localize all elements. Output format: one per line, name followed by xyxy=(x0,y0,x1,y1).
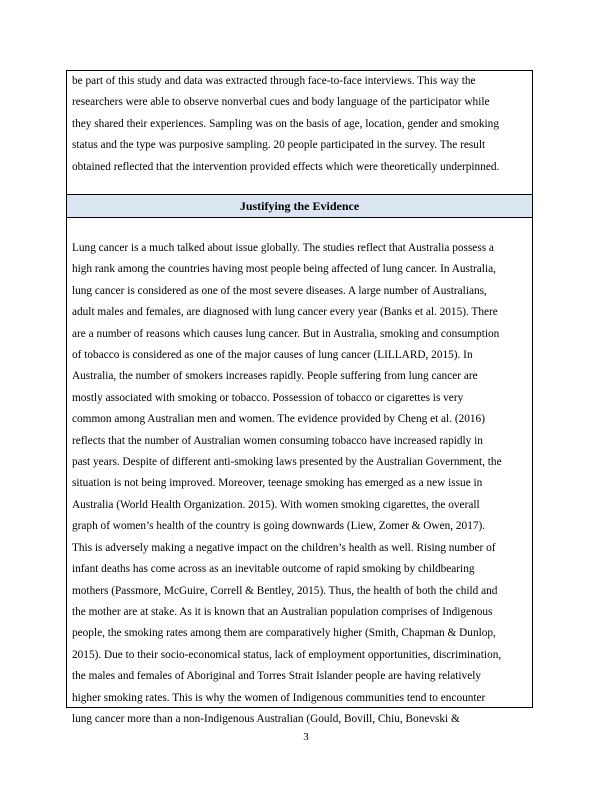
text-line: obtained reflected that the intervention provided effects which were theoretically underpinned. xyxy=(72,160,500,173)
text-line: This is adversely making a negative impact on the children’s health as well. Rising number of xyxy=(72,541,496,554)
text-line: Australia, the number of smokers increases rapidly. People suffering from lung cancer are xyxy=(72,370,478,383)
evidence-table xyxy=(66,70,533,725)
text-line: mostly associated with smoking or tobacco. Possession of tobacco or cigarettes is very xyxy=(72,391,464,404)
text-line: the mother are at stake. As it is known that an Australian population comprises of Indigenous xyxy=(72,605,493,618)
text-line: of tobacco is considered as one of the major causes of lung cancer (LILLARD, 2015). In xyxy=(72,349,473,362)
text-line: the males and females of Aboriginal and Torres Strait Islander people are having relatively xyxy=(72,670,481,683)
text-line: people, the smoking rates among them are comparatively higher (Smith, Chapman & Dunlop, xyxy=(72,627,496,640)
text-line: researchers were able to observe nonverbal cues and body language of the participator while xyxy=(72,96,490,109)
text-line: common among Australian men and women. The evidence provided by Cheng et al. (2016) xyxy=(72,413,485,426)
text-line: are a number of reasons which causes lung cancer. But in Australia, smoking and consumption xyxy=(72,327,500,340)
text-line: lung cancer is considered as one of the most severe diseases. A large number of Australians, xyxy=(72,284,487,297)
text-line: higher smoking rates. This is why the women of Indigenous communities tend to encounter xyxy=(72,691,486,704)
text-line: adult males and females, are diagnosed with lung cancer every year (Banks et al. 2015). There xyxy=(72,306,498,319)
page-number: 3 xyxy=(303,731,309,743)
text-line: be part of this study and data was extracted through face-to-face interviews. This way the xyxy=(72,75,476,87)
text-line: reflects that the number of Australian women consuming tobacco have increased rapidly in xyxy=(72,434,483,447)
text-line: 2015). Due to their socio-economical status, lack of employment opportunities, discrimination, xyxy=(72,648,502,661)
text-line: mothers (Passmore, McGuire, Correll & Bentley, 2015). Thus, the health of both the child and xyxy=(72,584,498,597)
study-description-text xyxy=(72,71,532,178)
text-line: situation is not being improved. Moreover, teenage smoking has emerged as a new issue in xyxy=(72,477,483,490)
text-line: lung cancer more than a non-Indigenous Australian (Gould, Bovill, Chiu, Bonevski & xyxy=(72,712,460,725)
text-line: they shared their experiences. Sampling was on the basis of age, location, gender and smoking xyxy=(72,117,499,130)
text-line: past years. Despite of different anti-smoking laws presented by the Australian Government, the xyxy=(72,456,502,469)
section-heading: Justifying the Evidence xyxy=(239,199,360,213)
text-line: Australia (World Health Organization. 2015). With women smoking cigarettes, the overall xyxy=(72,498,480,511)
justification-body-cell xyxy=(67,218,532,725)
text-line: status and the type was purposive sampling. 20 people participated in the survey. The result xyxy=(72,139,486,152)
justification-paragraph xyxy=(72,218,532,730)
text-line: Lung cancer is a much talked about issue globally. The studies reflect that Australia possess a xyxy=(72,242,494,254)
study-description-cell xyxy=(67,71,532,195)
text-line: graph of women’s health of the country is going downwards (Liew, Zomer & Owen, 2017). xyxy=(72,520,486,533)
text-line: infant deaths has come across as an inevitable outcome of rapid smoking by childbearing xyxy=(72,563,475,576)
text-line: high rank among the countries having most people being affected of lung cancer. In Australia, xyxy=(72,263,496,276)
section-header-cell xyxy=(67,195,532,218)
